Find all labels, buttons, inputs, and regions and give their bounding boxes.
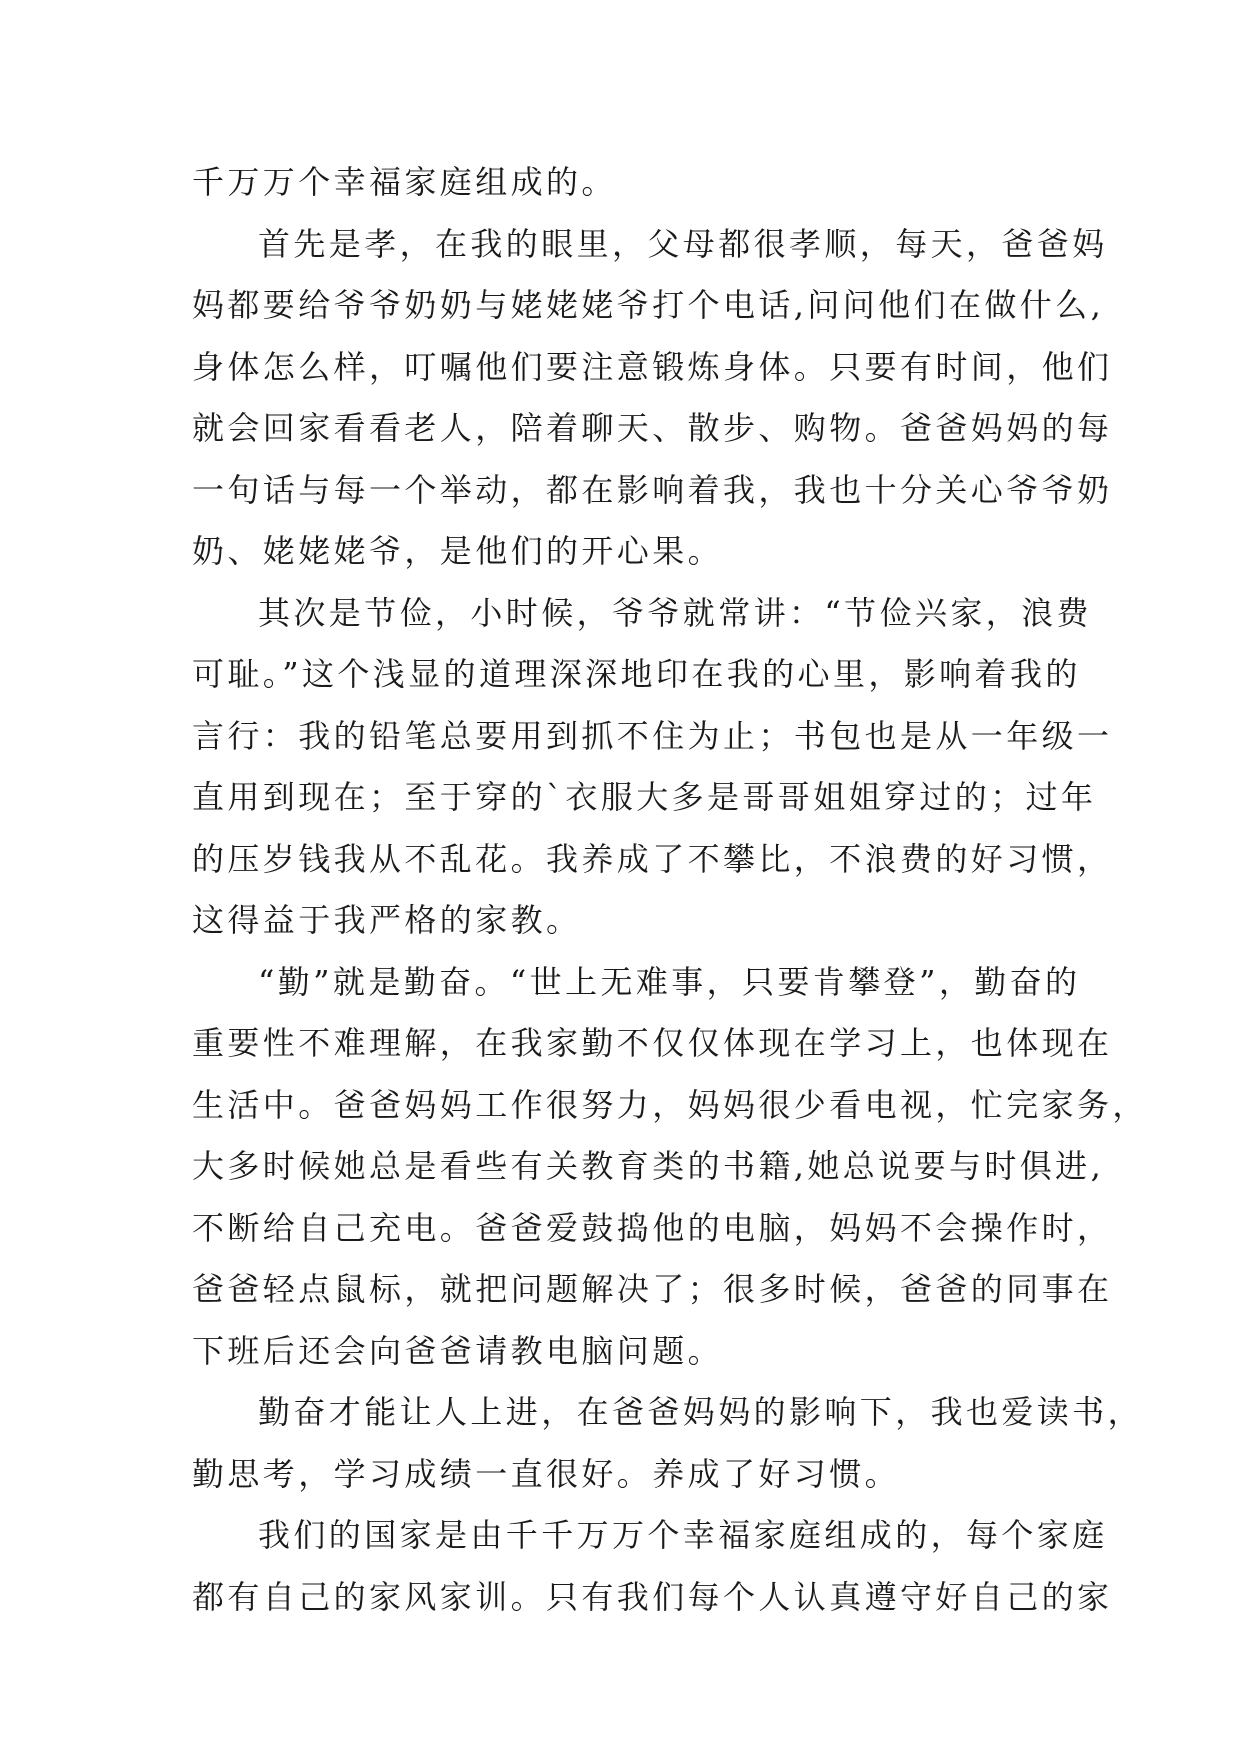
text-line: 首先是孝，在我的眼里，父母都很孝顺，每天，爸爸妈 bbox=[258, 224, 1108, 263]
text-line: “勤”就是勤奋。“世上无难事，只要肯攀登”，勤奋的 bbox=[258, 962, 1081, 1001]
text-line: 都有自己的家风家训。只有我们每个人认真遵守好自己的家 bbox=[192, 1577, 1113, 1616]
text-line: 勤思考，学习成绩一直很好。养成了好习惯。 bbox=[192, 1454, 901, 1493]
body-text bbox=[192, 152, 1148, 1628]
text-line: 的压岁钱我从不乱花。我养成了不攀比，不浪费的好习惯， bbox=[192, 839, 1113, 878]
text-line: 勤奋才能让人上进，在爸爸妈妈的影响下，我也爱读书， bbox=[258, 1393, 1144, 1431]
text-line: 妈都要给爷爷奶奶与姥姥姥爷打个电话,问问他们在做什么, bbox=[192, 286, 1105, 324]
text-line: 不断给自己充电。爸爸爱鼓捣他的电脑，妈妈不会操作时， bbox=[192, 1208, 1113, 1247]
text-line: 爸爸轻点鼠标，就把问题解决了；很多时候，爸爸的同事在 bbox=[192, 1270, 1113, 1308]
text-line: 我们的国家是由千千万万个幸福家庭组成的，每个家庭 bbox=[258, 1516, 1108, 1554]
text-line: 奶、姥姥姥爷，是他们的开心果。 bbox=[192, 532, 724, 570]
text-line: 这得益于我严格的家教。 bbox=[192, 901, 582, 939]
text-line: 重要性不难理解，在我家勤不仅仅体现在学习上，也体现在 bbox=[192, 1024, 1113, 1062]
text-line: 大多时候她总是看些有关教育类的书籍,她总说要与时俱进, bbox=[192, 1147, 1105, 1185]
text-line: 其次是节俭，小时候，爷爷就常讲：“节俭兴家，浪费 bbox=[258, 593, 1092, 632]
text-line: 言行：我的铅笔总要用到抓不住为止；书包也是从一年级一 bbox=[192, 716, 1113, 755]
text-line: 可耻。”这个浅显的道理深深地印在我的心里，影响着我的 bbox=[192, 655, 1081, 693]
text-line: 直用到现在；至于穿的`衣服大多是哥哥姐姐穿过的；过年 bbox=[192, 778, 1097, 816]
text-line: 下班后还会向爸爸请教电脑问题。 bbox=[192, 1331, 724, 1370]
text-line: 身体怎么样，叮嘱他们要注意锻炼身体。只要有时间，他们 bbox=[192, 347, 1113, 386]
text-line: 一句话与每一个举动，都在影响着我，我也十分关心爷爷奶 bbox=[192, 470, 1113, 509]
text-line: 生活中。爸爸妈妈工作很努力，妈妈很少看电视，忙完家务， bbox=[192, 1085, 1148, 1124]
text-line: 就会回家看看老人，陪着聊天、散步、购物。爸爸妈妈的每 bbox=[192, 409, 1113, 447]
text-line: 千万万个幸福家庭组成的。 bbox=[192, 163, 617, 201]
